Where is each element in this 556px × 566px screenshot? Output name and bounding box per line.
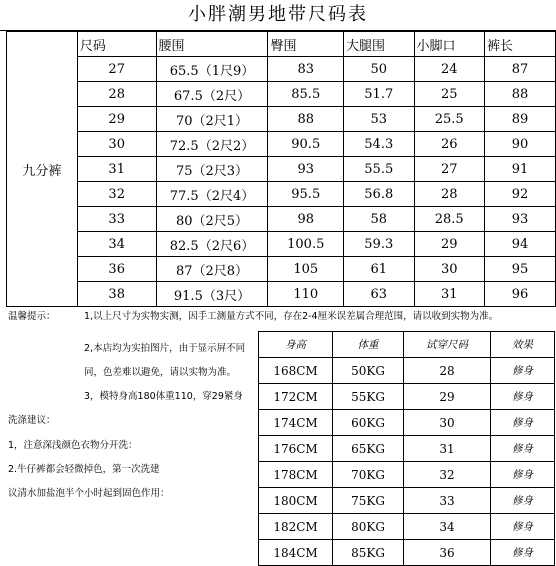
cell: 60KG [333, 410, 404, 436]
table-row [7, 232, 556, 257]
header-thigh: 大腿围 [344, 32, 414, 57]
cell: 55.5 [344, 157, 414, 182]
cell: 168CM [259, 358, 333, 384]
cell: 修身 [491, 462, 555, 488]
cell: 32 [77, 182, 156, 207]
table-row [7, 57, 556, 82]
cell: 34 [77, 232, 156, 257]
cell: 修身 [491, 384, 555, 410]
cell: 96 [484, 282, 555, 307]
header-effect: 效果 [491, 332, 555, 358]
cell: 100.5 [268, 232, 344, 257]
cell: 75（2尺3） [156, 157, 268, 182]
cell: 63 [344, 282, 414, 307]
cell: 修身 [491, 436, 555, 462]
cell: 178CM [259, 462, 333, 488]
cell: 67.5（2尺） [156, 82, 268, 107]
cell: 28 [77, 82, 156, 107]
cell: 95.5 [268, 182, 344, 207]
cell: 29 [404, 384, 491, 410]
cell: 65.5（1尺9） [156, 57, 268, 82]
table-row [259, 514, 555, 540]
table-row [7, 157, 556, 182]
cell: 180CM [259, 488, 333, 514]
cell: 182CM [259, 514, 333, 540]
cell: 94 [484, 232, 555, 257]
category-cell: 九分裤 [7, 32, 78, 307]
wash-line-1: 1，注意深浅颜色衣物分开洗： [8, 440, 138, 451]
cell: 82.5（2尺6） [156, 232, 268, 257]
cell: 87（2尺8） [156, 257, 268, 282]
cell: 75KG [333, 488, 404, 514]
cell: 90 [484, 132, 555, 157]
cell: 176CM [259, 436, 333, 462]
cell: 29 [414, 232, 484, 257]
cell: 105 [268, 257, 344, 282]
fit-table [258, 331, 555, 566]
size-table [6, 31, 556, 307]
cell: 27 [77, 57, 156, 82]
cell: 26 [414, 132, 484, 157]
size-table-header-row [7, 32, 556, 57]
cell: 53 [344, 107, 414, 132]
cell: 31 [77, 157, 156, 182]
cell: 56.8 [344, 182, 414, 207]
cell: 36 [77, 257, 156, 282]
wash-label: 洗涤建议： [8, 415, 56, 426]
cell: 87 [484, 57, 555, 82]
cell: 85KG [333, 540, 404, 566]
cell: 65KG [333, 436, 404, 462]
cell: 80KG [333, 514, 404, 540]
cell: 修身 [491, 358, 555, 384]
wash-line-2: 2.牛仔裤都会轻微掉色，第一次洗建 [8, 464, 160, 475]
cell: 修身 [491, 410, 555, 436]
cell: 50 [344, 57, 414, 82]
cell: 91.5（3尺） [156, 282, 268, 307]
cell: 36 [404, 540, 491, 566]
header-waist: 腰围 [156, 32, 268, 57]
header-trial-size: 试穿尺码 [404, 332, 491, 358]
cell: 83 [268, 57, 344, 82]
header-leg-opening: 小脚口 [414, 32, 484, 57]
notes-line-1: 1,以上尺寸为实物实测，因手工测量方式不同，存在2-4厘米误差属合理范围，请以收到实物为准。 [84, 311, 499, 322]
cell: 32 [404, 462, 491, 488]
cell: 25 [414, 82, 484, 107]
fit-table-header-row [259, 332, 555, 358]
table-row [259, 410, 555, 436]
header-height: 身高 [259, 332, 333, 358]
cell: 174CM [259, 410, 333, 436]
cell: 38 [77, 282, 156, 307]
cell: 89 [484, 107, 555, 132]
cell: 28 [414, 182, 484, 207]
cell: 88 [484, 82, 555, 107]
cell: 30 [414, 257, 484, 282]
notes-line-2: 2,本店均为实拍图片，由于显示屏不同 [84, 343, 246, 354]
cell: 34 [404, 514, 491, 540]
cell: 92 [484, 182, 555, 207]
table-row [7, 132, 556, 157]
header-weight: 体重 [333, 332, 404, 358]
cell: 93 [484, 207, 555, 232]
cell: 88 [268, 107, 344, 132]
table-row [259, 540, 555, 566]
table-row [7, 207, 556, 232]
table-row [259, 488, 555, 514]
cell: 修身 [491, 488, 555, 514]
cell: 59.3 [344, 232, 414, 257]
cell: 55KG [333, 384, 404, 410]
cell: 30 [404, 410, 491, 436]
notes-line-3: 同，色差难以避免，请以实物为准。 [84, 367, 237, 378]
cell: 33 [77, 207, 156, 232]
cell: 29 [77, 107, 156, 132]
cell: 110 [268, 282, 344, 307]
notes-line-4: 3，模特身高180体重110，穿29紧身 [84, 391, 243, 402]
cell: 27 [414, 157, 484, 182]
cell: 修身 [491, 514, 555, 540]
header-size: 尺码 [77, 32, 156, 57]
header-length: 裤长 [484, 32, 555, 57]
cell: 80（2尺5） [156, 207, 268, 232]
cell: 54.3 [344, 132, 414, 157]
table-row [259, 436, 555, 462]
table-row [7, 182, 556, 207]
cell: 70（2尺1） [156, 107, 268, 132]
header-hip: 臀围 [268, 32, 344, 57]
cell: 58 [344, 207, 414, 232]
cell: 修身 [491, 540, 555, 566]
cell: 91 [484, 157, 555, 182]
cell: 172CM [259, 384, 333, 410]
cell: 95 [484, 257, 555, 282]
cell: 61 [344, 257, 414, 282]
cell: 30 [77, 132, 156, 157]
cell: 50KG [333, 358, 404, 384]
cell: 31 [414, 282, 484, 307]
page-title: 小胖潮男地带尺码表 [0, 0, 556, 31]
table-row [259, 358, 555, 384]
cell: 98 [268, 207, 344, 232]
table-row [7, 107, 556, 132]
table-row [259, 462, 555, 488]
cell: 90.5 [268, 132, 344, 157]
cell: 51.7 [344, 82, 414, 107]
cell: 77.5（2尺4） [156, 182, 268, 207]
cell: 85.5 [268, 82, 344, 107]
table-row [7, 257, 556, 282]
cell: 70KG [333, 462, 404, 488]
cell: 93 [268, 157, 344, 182]
cell: 24 [414, 57, 484, 82]
wash-line-3: 议清水加盐泡半个小时起到固色作用： [8, 488, 170, 499]
cell: 28 [404, 358, 491, 384]
table-row [259, 384, 555, 410]
notes-label: 温馨提示： [8, 311, 56, 322]
cell: 28.5 [414, 207, 484, 232]
cell: 25.5 [414, 107, 484, 132]
cell: 31 [404, 436, 491, 462]
cell: 184CM [259, 540, 333, 566]
table-row [7, 82, 556, 107]
table-row [7, 282, 556, 307]
cell: 72.5（2尺2） [156, 132, 268, 157]
cell: 33 [404, 488, 491, 514]
